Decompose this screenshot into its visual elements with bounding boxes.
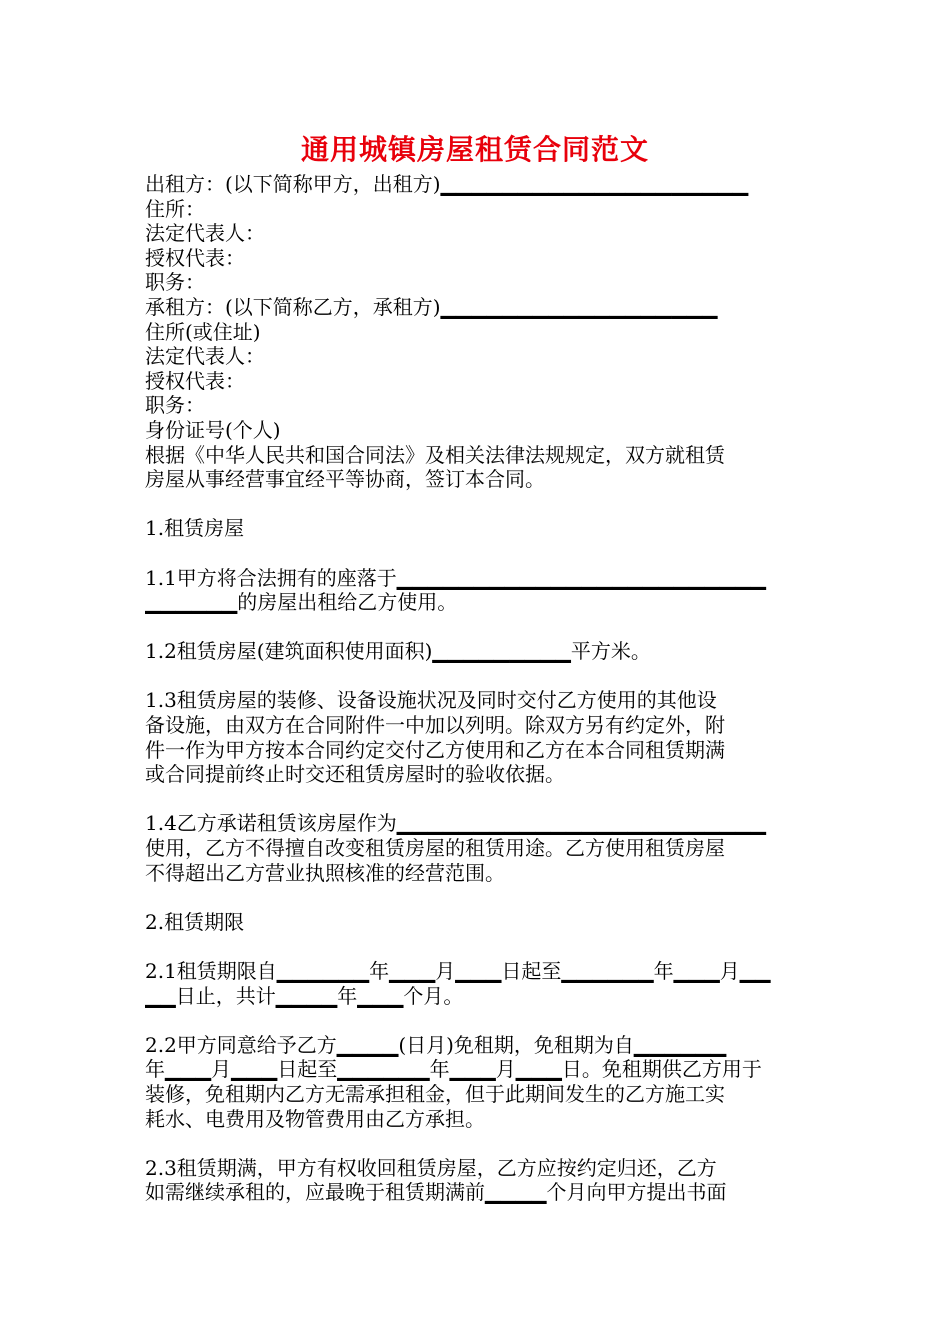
text-line: ▁▁▁▁▁▁的房屋出租给乙方使用。	[145, 590, 458, 615]
blank-line	[145, 787, 807, 812]
text-line: 件一作为甲方按本合同约定交付乙方使用和乙方在本合同租赁期满	[145, 737, 725, 762]
text-line: 承租方：(以下简称乙方，承租方)▁▁▁▁▁▁▁▁▁▁▁▁▁▁▁▁▁▁	[145, 294, 718, 319]
text-line: 1.4乙方承诺租赁该房屋作为▁▁▁▁▁▁▁▁▁▁▁▁▁▁▁▁▁▁▁▁▁▁▁▁	[145, 811, 766, 836]
text-line: 耗水、电费用及物管费用由乙方承担。	[145, 1106, 485, 1131]
text-line: 1.3租赁房屋的装修、设备设施状况及同时交付乙方使用的其他设	[145, 688, 717, 713]
text-line: 住所(或住址)	[145, 319, 261, 344]
text-line: 或合同提前终止时交还租赁房屋时的验收依据。	[145, 762, 565, 787]
text-line: 备设施，由双方在合同附件一中加以列明。除双方另有约定外，附	[145, 713, 725, 738]
blank-line	[145, 1008, 807, 1033]
text-line: 1.租赁房屋	[145, 516, 245, 541]
text-line: 出租方：(以下简称甲方，出租方)▁▁▁▁▁▁▁▁▁▁▁▁▁▁▁▁▁▁▁▁	[145, 172, 749, 196]
blank-line	[145, 492, 807, 517]
text-line: 不得超出乙方营业执照核准的经营范围。	[145, 860, 505, 885]
text-line: 2.1租赁期限自▁▁▁▁▁▁年▁▁▁月▁▁▁日起至▁▁▁▁▁▁年▁▁▁月▁▁	[145, 959, 771, 983]
text-line: 使用，乙方不得擅自改变租赁房屋的租赁用途。乙方使用租赁房屋	[145, 836, 725, 861]
blank-line	[145, 1131, 807, 1156]
text-line: 装修，免租期内乙方无需承担租金，但于此期间发生的乙方施工实	[145, 1081, 725, 1106]
document-title: 通用城镇房屋租赁合同范文	[300, 133, 649, 166]
text-line: 授权代表：	[145, 245, 245, 270]
blank-line	[145, 615, 807, 640]
text-line: 1.2租赁房屋(建筑面积使用面积)▁▁▁▁▁▁▁▁▁平方米。	[145, 639, 651, 664]
blank-line	[145, 541, 807, 566]
text-line: 2.3租赁期满，甲方有权收回租赁房屋，乙方应按约定归还，乙方	[145, 1155, 717, 1180]
blank-line	[145, 934, 807, 959]
blank-line	[145, 664, 807, 689]
text-line: 年▁▁▁月▁▁▁日起至▁▁▁▁▁▁年▁▁▁月▁▁▁日。免租期供乙方用于	[145, 1057, 762, 1082]
text-line: 住所：	[145, 196, 205, 221]
text-line: 法定代表人：	[145, 221, 265, 246]
text-line: 2.2甲方同意给予乙方▁▁▁▁(日月)免租期，免租期为自▁▁▁▁▁▁	[145, 1032, 727, 1057]
text-line: 房屋从事经营事宜经平等协商，签订本合同。	[145, 467, 545, 492]
text-line: 如需继续承租的，应最晚于租赁期满前▁▁▁▁个月向甲方提出书面	[145, 1180, 727, 1205]
text-line: ▁▁日止，共计▁▁▁▁年▁▁▁个月。	[145, 983, 464, 1008]
text-line: 1.1甲方将合法拥有的座落于▁▁▁▁▁▁▁▁▁▁▁▁▁▁▁▁▁▁▁▁▁▁▁▁	[145, 565, 766, 590]
text-line: 职务：	[145, 270, 205, 295]
text-line: 法定代表人：	[145, 344, 265, 369]
text-line: 职务：	[145, 393, 205, 418]
blank-line	[145, 885, 807, 910]
text-line: 身份证号(个人)	[145, 417, 281, 442]
text-line: 授权代表：	[145, 368, 245, 393]
text-line: 根据《中华人民共和国合同法》及相关法律法规规定，双方就租赁	[145, 442, 725, 467]
document-body	[145, 172, 807, 1205]
text-line: 2.租赁期限	[145, 909, 245, 934]
